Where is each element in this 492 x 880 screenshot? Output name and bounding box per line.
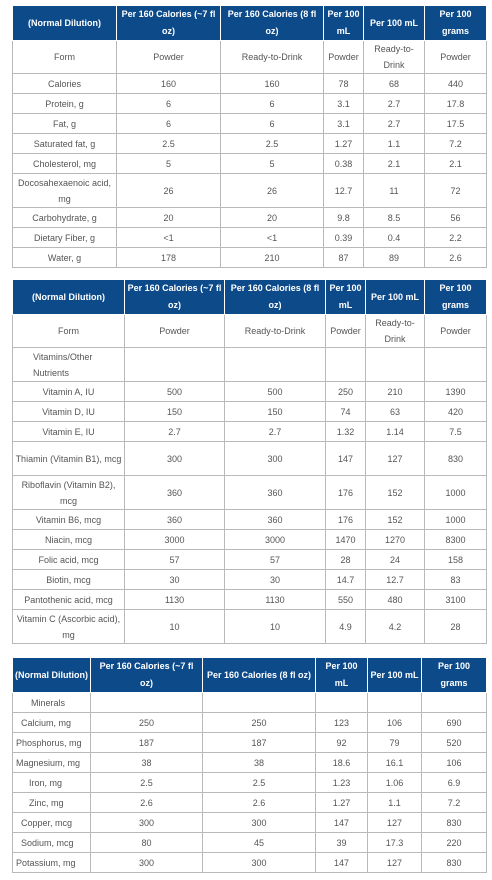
cell: Ready-to-Drink bbox=[225, 315, 326, 348]
cell: 24 bbox=[366, 550, 425, 570]
cell: 2.6 bbox=[203, 793, 316, 813]
table-row bbox=[13, 248, 487, 268]
cell: 690 bbox=[422, 713, 487, 733]
row-label: Protein, g bbox=[13, 94, 117, 114]
table-row bbox=[13, 442, 487, 476]
row-label: Calories bbox=[13, 74, 117, 94]
table-row bbox=[13, 610, 487, 644]
table-row bbox=[13, 813, 487, 833]
header-per-160-cal-8oz: Per 160 Calories (8 fl oz) bbox=[203, 658, 316, 693]
cell: 2.5 bbox=[91, 773, 203, 793]
cell: 300 bbox=[91, 853, 203, 873]
cell: 87 bbox=[324, 248, 364, 268]
table-row bbox=[13, 228, 487, 248]
cell: 3100 bbox=[425, 590, 487, 610]
cell: 8.5 bbox=[364, 208, 425, 228]
cell: 57 bbox=[125, 550, 225, 570]
row-label: Calcium, mg bbox=[13, 713, 91, 733]
cell: 56 bbox=[425, 208, 487, 228]
row-label: Copper, mcg bbox=[13, 813, 91, 833]
cell: 1.1 bbox=[368, 793, 422, 813]
cell: 7.5 bbox=[425, 422, 487, 442]
row-label: Iron, mg bbox=[13, 773, 91, 793]
table-row bbox=[13, 208, 487, 228]
cell: 300 bbox=[225, 442, 326, 476]
cell: 28 bbox=[326, 550, 366, 570]
cell: 300 bbox=[91, 813, 203, 833]
cell: 106 bbox=[368, 713, 422, 733]
row-label: Biotin, mcg bbox=[13, 570, 125, 590]
cell: 830 bbox=[422, 853, 487, 873]
cell: 4.2 bbox=[366, 610, 425, 644]
header-per-100ml-powder: Per 100 mL bbox=[324, 6, 364, 41]
cell: 2.7 bbox=[125, 422, 225, 442]
cell: 20 bbox=[117, 208, 221, 228]
cell: 8300 bbox=[425, 530, 487, 550]
nutrient-table-vitamins bbox=[12, 279, 487, 644]
row-label: Carbohydrate, g bbox=[13, 208, 117, 228]
cell: 2.7 bbox=[364, 114, 425, 134]
cell: Powder bbox=[326, 315, 366, 348]
nutrient-table-macros bbox=[12, 5, 487, 268]
cell: 38 bbox=[91, 753, 203, 773]
table-row bbox=[13, 154, 487, 174]
cell: Powder bbox=[425, 41, 487, 74]
row-label: Vitamin C (Ascorbic acid), mg bbox=[13, 610, 125, 644]
row-label: Magnesium, mg bbox=[13, 753, 91, 773]
cell: 220 bbox=[422, 833, 487, 853]
cell: 28 bbox=[425, 610, 487, 644]
cell: 1.27 bbox=[316, 793, 368, 813]
row-label: Sodium, mcg bbox=[13, 833, 91, 853]
cell: 176 bbox=[326, 476, 366, 510]
cell: 500 bbox=[225, 382, 326, 402]
table-row bbox=[13, 422, 487, 442]
cell: 63 bbox=[366, 402, 425, 422]
cell: 550 bbox=[326, 590, 366, 610]
table-row bbox=[13, 833, 487, 853]
cell: 2.6 bbox=[91, 793, 203, 813]
row-label: Docosahexaenoic acid, mg bbox=[13, 174, 117, 208]
row-label: Vitamin A, IU bbox=[13, 382, 125, 402]
cell: 12.7 bbox=[324, 174, 364, 208]
cell: 1.14 bbox=[366, 422, 425, 442]
cell: 187 bbox=[203, 733, 316, 753]
cell: 1130 bbox=[125, 590, 225, 610]
cell: 360 bbox=[225, 476, 326, 510]
cell: 2.5 bbox=[203, 773, 316, 793]
nutrient-table-minerals bbox=[12, 657, 487, 873]
cell: 2.7 bbox=[364, 94, 425, 114]
cell: 2.6 bbox=[425, 248, 487, 268]
cell: 2.1 bbox=[364, 154, 425, 174]
cell: 1.27 bbox=[324, 134, 364, 154]
header-per-100ml-rtd: Per 100 mL bbox=[366, 280, 425, 315]
section-row bbox=[13, 348, 487, 382]
header-per-100ml-rtd: Per 100 mL bbox=[368, 658, 422, 693]
cell: 150 bbox=[125, 402, 225, 422]
row-label: Water, g bbox=[13, 248, 117, 268]
table-row bbox=[13, 753, 487, 773]
cell: 250 bbox=[326, 382, 366, 402]
header-per-100g: Per 100 grams bbox=[425, 280, 487, 315]
table-row bbox=[13, 853, 487, 873]
cell: 178 bbox=[117, 248, 221, 268]
cell: 2.7 bbox=[225, 422, 326, 442]
table-header-row bbox=[13, 658, 487, 693]
table-row bbox=[13, 713, 487, 733]
cell: 187 bbox=[91, 733, 203, 753]
cell: 830 bbox=[422, 813, 487, 833]
table-row bbox=[13, 570, 487, 590]
header-per-160-cal-8oz: Per 160 Calories (8 fl oz) bbox=[221, 6, 324, 41]
cell: 160 bbox=[221, 74, 324, 94]
cell: 500 bbox=[125, 382, 225, 402]
table-row bbox=[13, 41, 487, 74]
cell: 6 bbox=[117, 94, 221, 114]
cell: 6 bbox=[221, 94, 324, 114]
cell: 360 bbox=[225, 510, 326, 530]
cell: 89 bbox=[364, 248, 425, 268]
header-per-100ml-powder: Per 100 mL bbox=[316, 658, 368, 693]
section-label: Vitamins/Other Nutrients bbox=[13, 348, 125, 382]
cell: 147 bbox=[316, 853, 368, 873]
table-row bbox=[13, 382, 487, 402]
cell: 1.23 bbox=[316, 773, 368, 793]
header-per-160-cal-7oz: Per 160 Calories (~7 fl oz) bbox=[117, 6, 221, 41]
row-label: Folic acid, mcg bbox=[13, 550, 125, 570]
cell: 7.2 bbox=[422, 793, 487, 813]
cell: 10 bbox=[225, 610, 326, 644]
row-label: Pantothenic acid, mcg bbox=[13, 590, 125, 610]
header-dilution: (Normal Dilution) bbox=[13, 6, 117, 41]
header-per-160-cal-7oz: Per 160 Calories (~7 fl oz) bbox=[91, 658, 203, 693]
cell: 300 bbox=[203, 813, 316, 833]
row-label: Riboflavin (Vitamin B2), mcg bbox=[13, 476, 125, 510]
cell: 74 bbox=[326, 402, 366, 422]
cell: 830 bbox=[425, 442, 487, 476]
cell: 1.06 bbox=[368, 773, 422, 793]
row-label: Potassium, mg bbox=[13, 853, 91, 873]
cell: 0.38 bbox=[324, 154, 364, 174]
cell: 12.7 bbox=[366, 570, 425, 590]
cell: 68 bbox=[364, 74, 425, 94]
cell: 0.39 bbox=[324, 228, 364, 248]
cell: 152 bbox=[366, 476, 425, 510]
cell: 250 bbox=[91, 713, 203, 733]
table-row bbox=[13, 773, 487, 793]
cell: 2.5 bbox=[117, 134, 221, 154]
cell: Powder bbox=[425, 315, 487, 348]
cell: 127 bbox=[368, 853, 422, 873]
row-label: Thiamin (Vitamin B1), mcg bbox=[13, 442, 125, 476]
cell: 1390 bbox=[425, 382, 487, 402]
cell: 83 bbox=[425, 570, 487, 590]
cell: 176 bbox=[326, 510, 366, 530]
cell: 11 bbox=[364, 174, 425, 208]
row-label: Zinc, mg bbox=[13, 793, 91, 813]
cell: 26 bbox=[117, 174, 221, 208]
header-per-100g: Per 100 grams bbox=[422, 658, 487, 693]
row-label: Form bbox=[13, 41, 117, 74]
table-row bbox=[13, 134, 487, 154]
cell: 6 bbox=[117, 114, 221, 134]
cell: 3000 bbox=[225, 530, 326, 550]
cell: 17.5 bbox=[425, 114, 487, 134]
cell: 18.6 bbox=[316, 753, 368, 773]
cell: 300 bbox=[125, 442, 225, 476]
cell: 3.1 bbox=[324, 94, 364, 114]
table-row bbox=[13, 114, 487, 134]
cell: Powder bbox=[117, 41, 221, 74]
cell: 17.3 bbox=[368, 833, 422, 853]
row-label: Cholesterol, mg bbox=[13, 154, 117, 174]
table-row bbox=[13, 94, 487, 114]
table-row bbox=[13, 174, 487, 208]
cell: 127 bbox=[366, 442, 425, 476]
row-label: Dietary Fiber, g bbox=[13, 228, 117, 248]
cell: 79 bbox=[368, 733, 422, 753]
cell: 520 bbox=[422, 733, 487, 753]
cell: 30 bbox=[125, 570, 225, 590]
table-row bbox=[13, 733, 487, 753]
table-row bbox=[13, 550, 487, 570]
row-label: Form bbox=[13, 315, 125, 348]
table-header-row bbox=[13, 6, 487, 41]
cell: 147 bbox=[326, 442, 366, 476]
cell: 30 bbox=[225, 570, 326, 590]
section-row bbox=[13, 693, 487, 713]
table-row bbox=[13, 793, 487, 813]
header-per-160-cal-7oz: Per 160 Calories (~7 fl oz) bbox=[125, 280, 225, 315]
cell: 45 bbox=[203, 833, 316, 853]
cell: 72 bbox=[425, 174, 487, 208]
cell: 2.2 bbox=[425, 228, 487, 248]
header-per-100g: Per 100 grams bbox=[425, 6, 487, 41]
cell: 1000 bbox=[425, 510, 487, 530]
cell: 1270 bbox=[366, 530, 425, 550]
cell: 123 bbox=[316, 713, 368, 733]
table-row bbox=[13, 476, 487, 510]
cell: 250 bbox=[203, 713, 316, 733]
cell: 106 bbox=[422, 753, 487, 773]
table-row bbox=[13, 402, 487, 422]
cell: 160 bbox=[117, 74, 221, 94]
header-dilution: (Normal Dilution) bbox=[13, 658, 91, 693]
cell: Powder bbox=[324, 41, 364, 74]
cell: 360 bbox=[125, 510, 225, 530]
cell: 39 bbox=[316, 833, 368, 853]
cell: 1.32 bbox=[326, 422, 366, 442]
header-per-160-cal-8oz: Per 160 Calories (8 fl oz) bbox=[225, 280, 326, 315]
cell: Ready-to-Drink bbox=[364, 41, 425, 74]
cell: 0.4 bbox=[364, 228, 425, 248]
cell: 6 bbox=[221, 114, 324, 134]
cell: 16.1 bbox=[368, 753, 422, 773]
cell: 127 bbox=[368, 813, 422, 833]
cell: 5 bbox=[117, 154, 221, 174]
cell: Powder bbox=[125, 315, 225, 348]
cell: 1000 bbox=[425, 476, 487, 510]
row-label: Vitamin E, IU bbox=[13, 422, 125, 442]
row-label: Saturated fat, g bbox=[13, 134, 117, 154]
cell: 152 bbox=[366, 510, 425, 530]
cell: 300 bbox=[203, 853, 316, 873]
table-row bbox=[13, 530, 487, 550]
cell: 440 bbox=[425, 74, 487, 94]
table-row bbox=[13, 590, 487, 610]
table-row bbox=[13, 74, 487, 94]
cell: 78 bbox=[324, 74, 364, 94]
row-label: Fat, g bbox=[13, 114, 117, 134]
cell: 80 bbox=[91, 833, 203, 853]
cell: 57 bbox=[225, 550, 326, 570]
cell: 9.8 bbox=[324, 208, 364, 228]
cell: Ready-to-Drink bbox=[366, 315, 425, 348]
cell: 210 bbox=[366, 382, 425, 402]
row-label: Phosphorus, mg bbox=[13, 733, 91, 753]
cell: 150 bbox=[225, 402, 326, 422]
section-label: Minerals bbox=[13, 693, 91, 713]
cell: 6.9 bbox=[422, 773, 487, 793]
cell: 3.1 bbox=[324, 114, 364, 134]
cell: Ready-to-Drink bbox=[221, 41, 324, 74]
row-label: Vitamin B6, mcg bbox=[13, 510, 125, 530]
cell: 158 bbox=[425, 550, 487, 570]
cell: 7.2 bbox=[425, 134, 487, 154]
cell: 480 bbox=[366, 590, 425, 610]
cell: 26 bbox=[221, 174, 324, 208]
row-label: Vitamin D, IU bbox=[13, 402, 125, 422]
cell: <1 bbox=[117, 228, 221, 248]
cell: 20 bbox=[221, 208, 324, 228]
cell: 38 bbox=[203, 753, 316, 773]
table-row bbox=[13, 510, 487, 530]
cell: 3000 bbox=[125, 530, 225, 550]
header-per-100ml-powder: Per 100 mL bbox=[326, 280, 366, 315]
cell: 14.7 bbox=[326, 570, 366, 590]
cell: 4.9 bbox=[326, 610, 366, 644]
cell: 1130 bbox=[225, 590, 326, 610]
header-per-100ml-rtd: Per 100 mL bbox=[364, 6, 425, 41]
table-row bbox=[13, 315, 487, 348]
cell: 10 bbox=[125, 610, 225, 644]
header-dilution: (Normal Dilution) bbox=[13, 280, 125, 315]
cell: 360 bbox=[125, 476, 225, 510]
row-label: Niacin, mcg bbox=[13, 530, 125, 550]
cell: 5 bbox=[221, 154, 324, 174]
cell: 420 bbox=[425, 402, 487, 422]
cell: 2.1 bbox=[425, 154, 487, 174]
table-header-row bbox=[13, 280, 487, 315]
cell: <1 bbox=[221, 228, 324, 248]
cell: 1470 bbox=[326, 530, 366, 550]
cell: 210 bbox=[221, 248, 324, 268]
cell: 2.5 bbox=[221, 134, 324, 154]
cell: 147 bbox=[316, 813, 368, 833]
cell: 92 bbox=[316, 733, 368, 753]
cell: 1.1 bbox=[364, 134, 425, 154]
cell: 17.8 bbox=[425, 94, 487, 114]
